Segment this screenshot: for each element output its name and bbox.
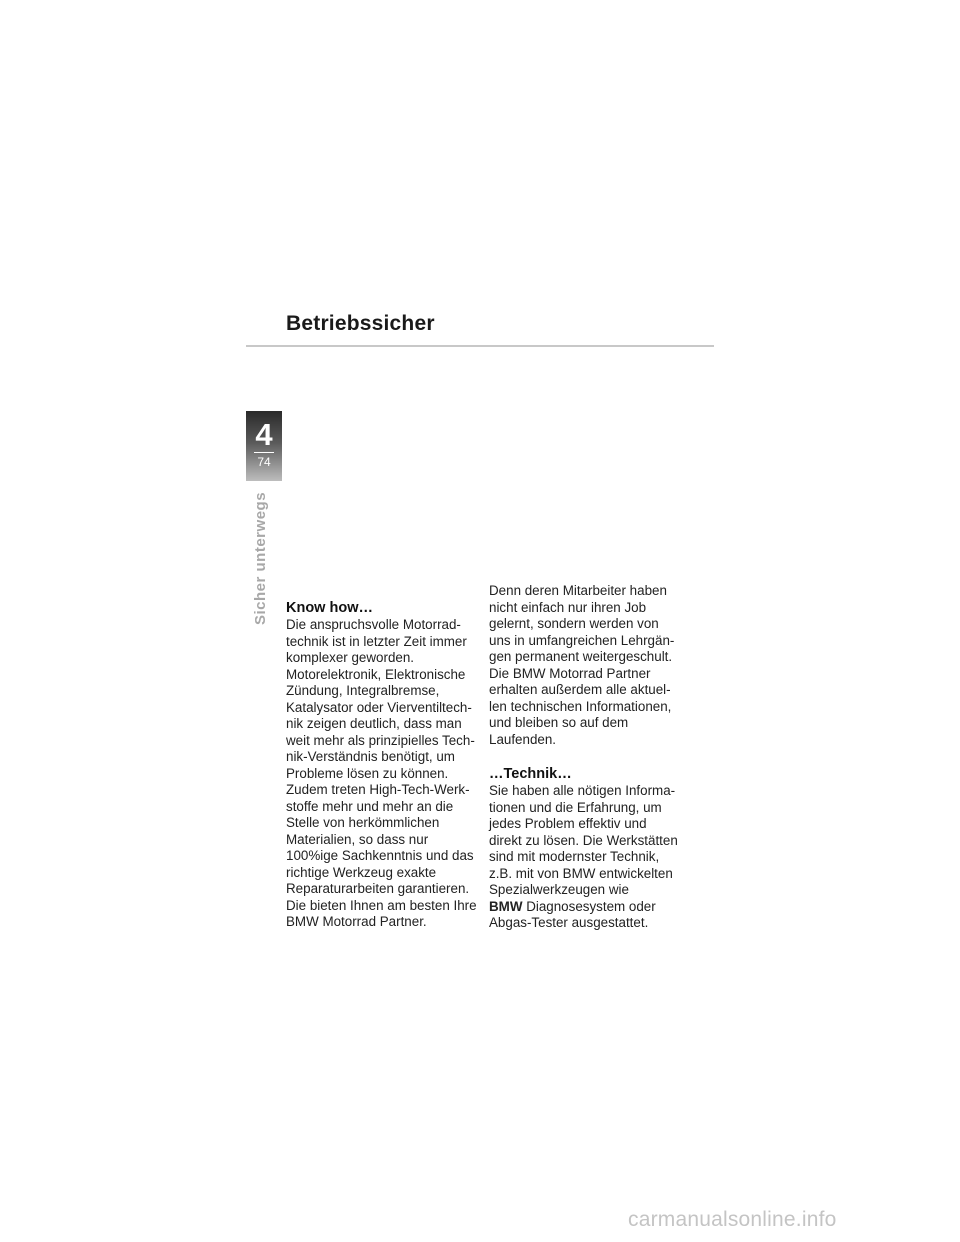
text-line: Denn deren Mitarbeiter haben	[489, 583, 667, 598]
text-line	[489, 899, 689, 916]
text-line: und bleiben so auf dem	[489, 715, 629, 730]
text-line: Die anspruchsvolle Motorrad-	[286, 617, 461, 632]
text-line: sind mit modernster Technik,	[489, 849, 660, 864]
text-line: Die BMW Motorrad Partner	[489, 665, 651, 681]
text-line: komplexer geworden.	[286, 650, 415, 665]
bmw-brand-word: BMW	[489, 898, 523, 914]
page-title: Betriebssicher	[286, 312, 435, 335]
text-line: Reparaturarbeiten garantieren.	[286, 881, 470, 896]
text-line: erhalten außerdem alle aktuel-	[489, 682, 671, 697]
text-line: Abgas-Tester ausgestattet.	[489, 915, 649, 930]
text-line: gelernt, sondern werden von	[489, 616, 659, 631]
text-line: Spezialwerkzeugen wie	[489, 882, 629, 897]
text-line: uns in umfangreichen Lehrgän-	[489, 632, 675, 648]
title-divider	[246, 345, 714, 347]
partner-paragraph	[489, 583, 689, 748]
text-line: Zündung, Integralbremse,	[286, 683, 440, 698]
text-line: weit mehr als prinzipielles Tech-	[286, 732, 475, 748]
technik-paragraph	[489, 783, 689, 932]
text-line: Sie haben alle nötigen Informa-	[489, 783, 676, 798]
text-line: Motorelektronik, Elektronische	[286, 666, 466, 682]
text-line: len technischen Informationen,	[489, 698, 672, 714]
chapter-number: 4	[255, 417, 273, 452]
page-number: 74	[257, 455, 271, 469]
text-line: Die bieten Ihnen am besten Ihre	[286, 897, 477, 913]
text-line: Probleme lösen zu können.	[286, 765, 449, 781]
chapter-tab	[246, 411, 282, 481]
brand-line-rest: Diagnosesystem oder	[522, 898, 656, 914]
chapter-separator	[254, 452, 274, 453]
watermark: carmanualsonline.info	[628, 1208, 837, 1231]
text-line: 100%ige Sachkenntnis und das	[286, 848, 474, 863]
text-line: nik zeigen deutlich, dass man	[286, 716, 462, 731]
left-column	[286, 600, 486, 931]
text-line: Laufenden.	[489, 731, 557, 747]
text-line: z.B. mit von BMW entwickelten	[489, 865, 673, 881]
text-line: Zudem treten High-Tech-Werk-	[286, 782, 470, 797]
know-how-heading: Know how…	[286, 600, 373, 616]
right-column	[489, 583, 689, 932]
technik-heading: …Technik…	[489, 766, 572, 782]
text-line: nicht einfach nur ihren Job	[489, 599, 647, 615]
know-how-paragraph	[286, 617, 486, 931]
text-line: direkt zu lösen. Die Werkstätten	[489, 832, 678, 848]
text-line: BMW Motorrad Partner.	[286, 914, 427, 929]
text-line: Katalysator oder Vierventiltech-	[286, 699, 472, 715]
text-line: tionen und die Erfahrung, um	[489, 799, 662, 815]
text-line: Stelle von herkömmlichen	[286, 815, 440, 830]
text-line: jedes Problem effektiv und	[489, 816, 647, 831]
section-side-label: Sicher unterwegs	[252, 491, 269, 625]
text-line: Materialien, so dass nur	[286, 831, 429, 847]
text-line: gen permanent weitergeschult.	[489, 649, 673, 664]
text-line: stoffe mehr und mehr an die	[286, 798, 454, 814]
text-line: richtige Werkzeug exakte	[286, 864, 437, 880]
text-line: nik-Verständnis benötigt, um	[286, 749, 455, 764]
text-line: technik ist in letzter Zeit immer	[286, 633, 467, 649]
